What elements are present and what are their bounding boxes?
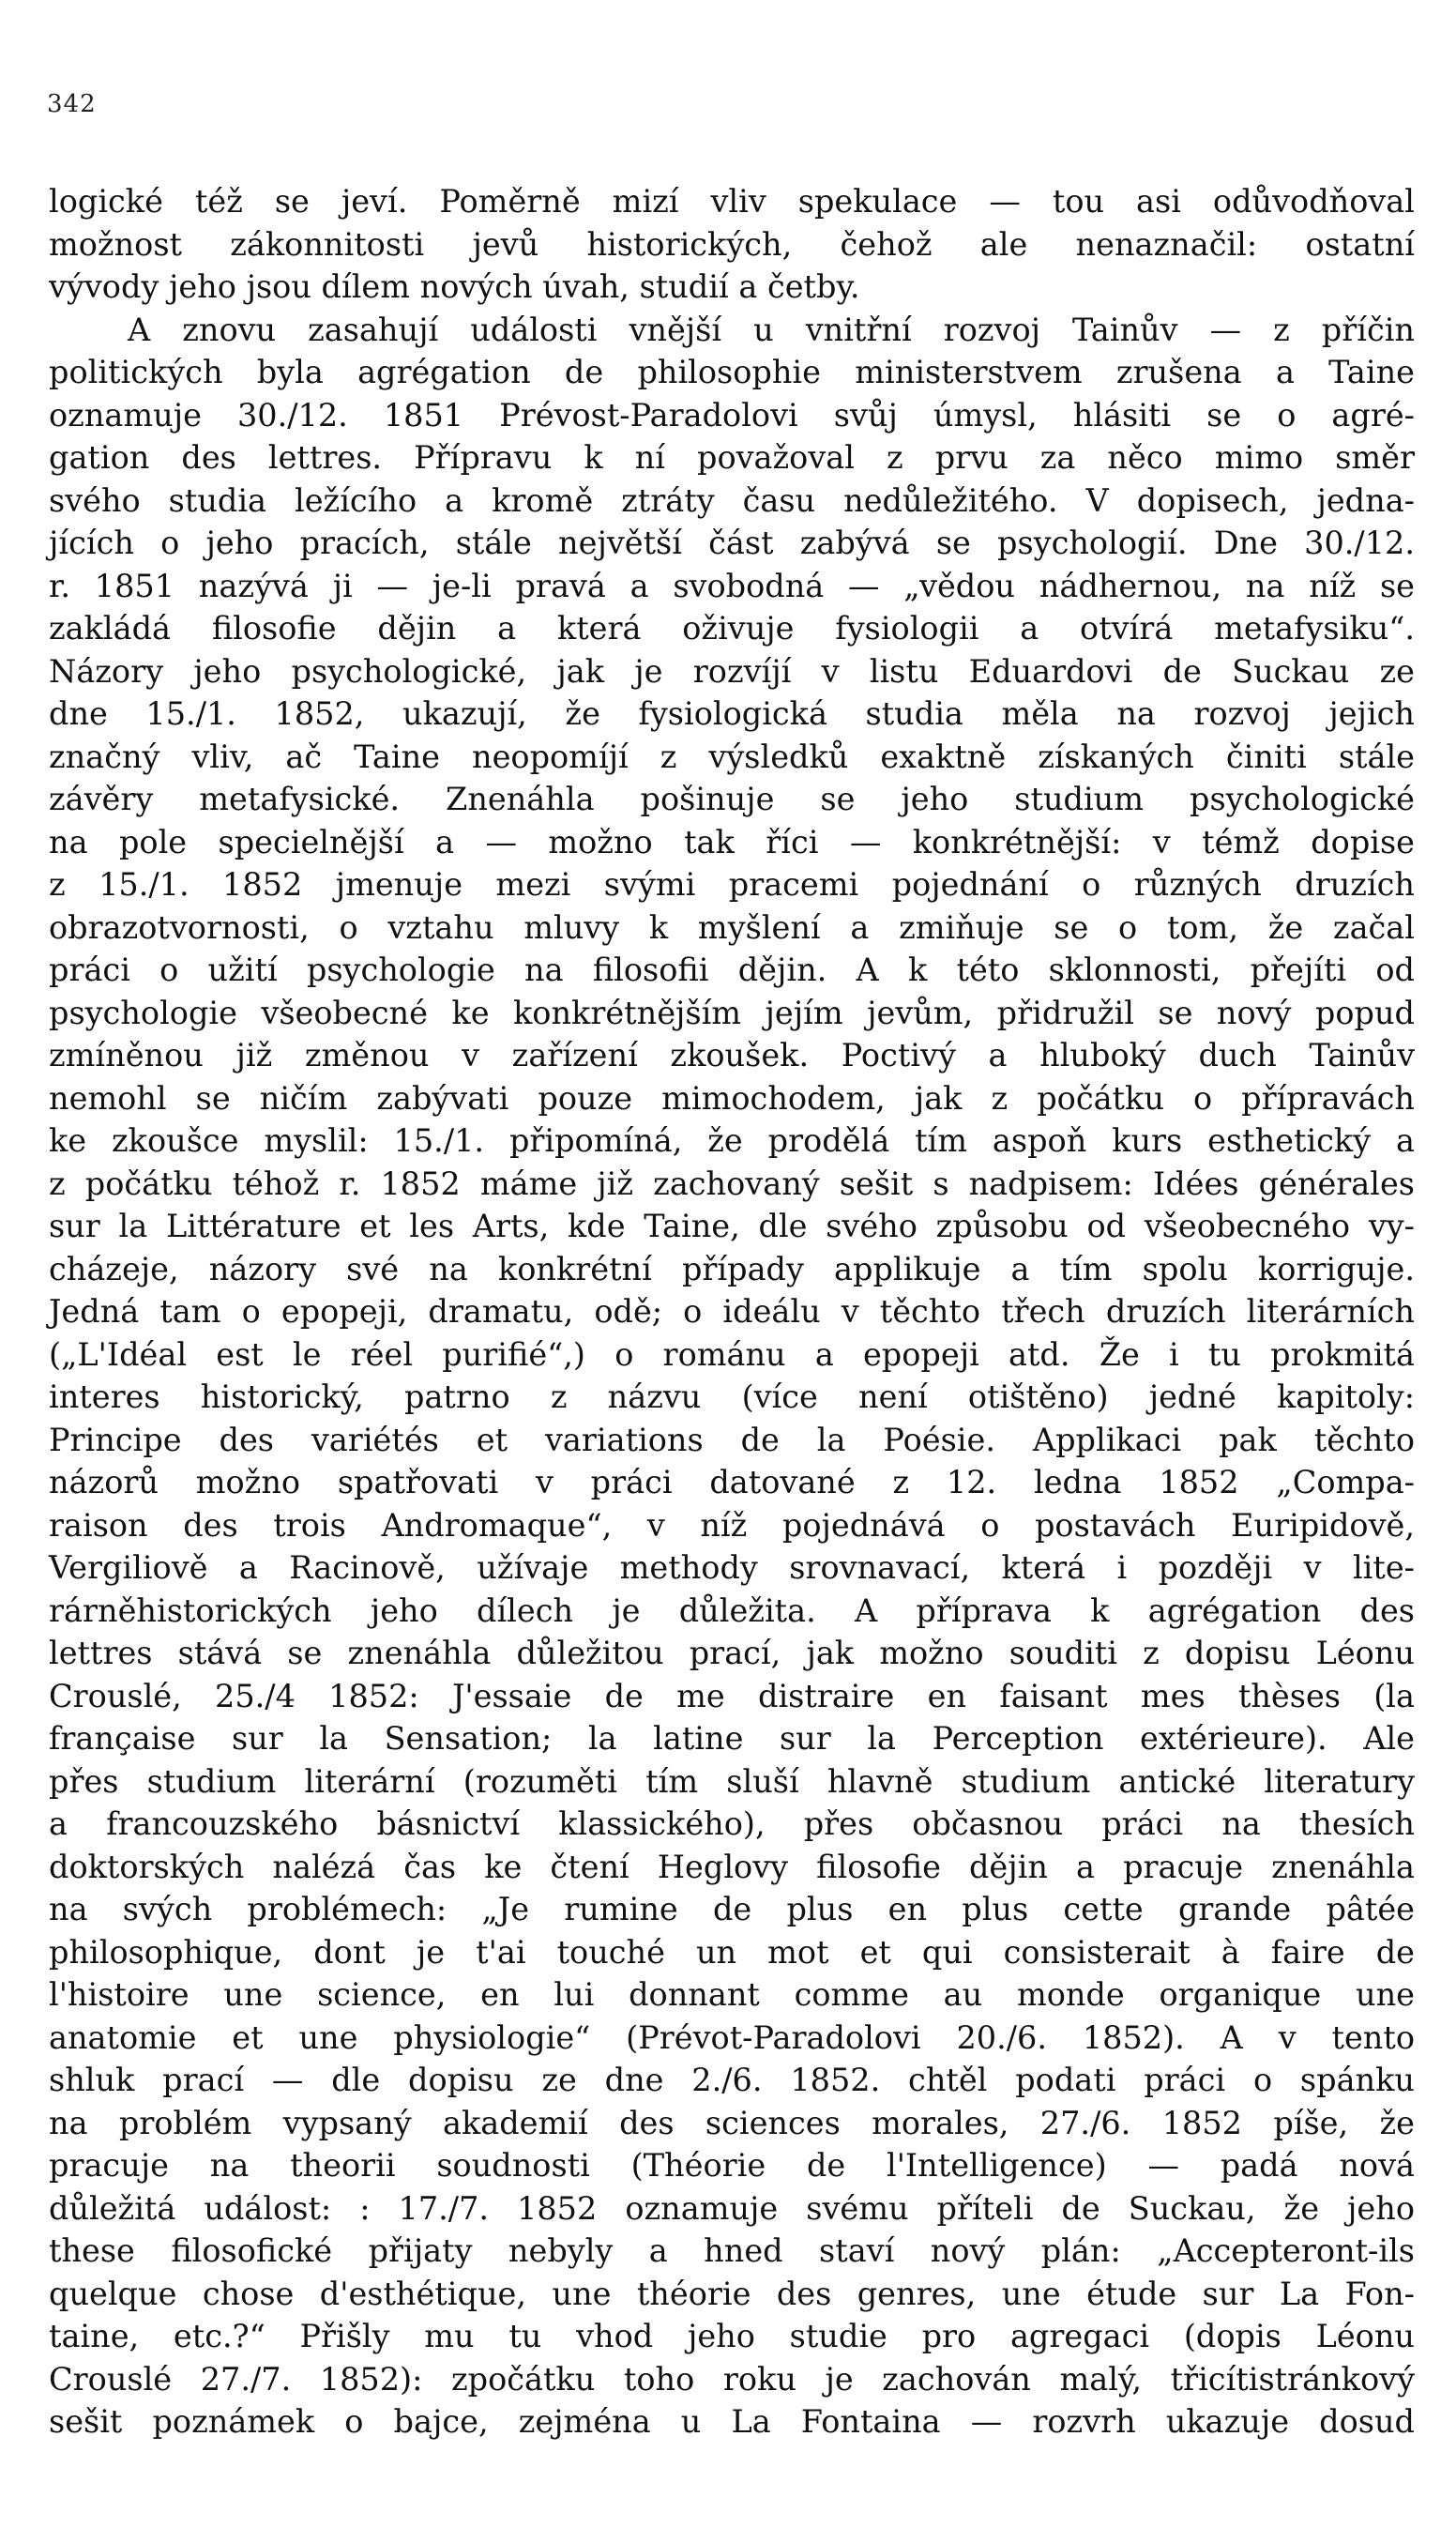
text-line: závěry metafysické. Znenáhla pošinuje se jeho studium psychologické [49,781,1415,817]
text-line: française sur la Sensation; la latine sur la Perception extérieure). Ale [49,1720,1415,1757]
text-line: přes studium literární (rozuměti tím sluší hlavně studium antické literatury [49,1762,1415,1800]
text-line: pracuje na theorii soudnosti (Théorie de l'Intelligence) — padá nová [49,2147,1415,2184]
text-line: raison des trois Andromaque“, v níž pojednává o postavách Euripidově, [49,1506,1415,1544]
text-line: interes historický, patrno z názvu (více není otištěno) jedné kapitoly: [49,1378,1415,1415]
text-line: cházeje, názory své na konkrétní případy applikuje a tím spolu korriguje. [49,1250,1415,1287]
text-line: svého studia ležícího a kromě ztráty času nedůležitého. V dopisech, jedna- [49,481,1415,519]
text-line: quelque chose d'esthétique, une théorie des genres, une étude sur La Fon- [49,2275,1415,2312]
text-line: z 15./1. 1852 jmenuje mezi svými pracemi pojednání o různých druzích [49,866,1415,903]
text-line: lettres stává se znenáhla důležitou prací, jak možno souditi z dopisu Léonu [49,1635,1415,1671]
text-line: A znovu zasahují události vnější u vnitřní rozvoj Tainův — z příčin [128,311,1415,348]
text-line: důležitá událost: : 17./7. 1852 oznamuje svému příteli de Suckau, že jeho [49,2189,1415,2227]
text-line: gation des lettres. Přípravu k ní považoval z prvu za něco mimo směr [49,439,1415,476]
text-line: logické též se jeví. Poměrně mizí vliv spekulace — tou asi odůvodňoval [49,183,1415,220]
text-line: r. 1851 nazývá ji — je-li pravá a svobodná — „vědou nádhernou, na níž se [49,567,1415,604]
body-text [49,180,1415,2444]
text-line: názorů možno spatřovati v práci datované z 12. ledna 1852 „Compa- [49,1464,1415,1500]
text-line: Názory jeho psychologické, jak je rozvíjí v listu Eduardovi de Suckau ze [49,652,1415,690]
text-line: rárněhistorických jeho dílech je důležita. A příprava k agrégation des [49,1591,1415,1629]
text-line: philosophique, dont je t'ai touché un mot et qui consisterait à faire de [49,1933,1415,1971]
text-line: doktorských nalézá čas ke čtení Heglovy filosofie dějin a pracuje znenáhla [49,1848,1415,1885]
text-line: nemohl se ničím zabývati pouze mimochodem, jak z počátku o přípravách [49,1079,1415,1117]
text-line: ke zkoušce myslil: 15./1. připomíná, že prodělá tím aspoň kurs esthetický a [49,1122,1415,1159]
text-line: l'histoire une science, en lui donnant comme au monde organique une [49,1976,1415,2013]
text-line: na svých problémech: „Je rumine de plus en plus cette grande pâtée [49,1891,1415,1927]
text-line: možnost zákonnitosti jevů historických, čehož ale nenaznačil: ostatní [49,225,1415,263]
text-line: obrazotvornosti, o vztahu mluvy k myšlení a zmiňuje se o tom, že začal [49,908,1415,946]
text-line: Jedná tam o epopeji, dramatu, odě; o ideálu v těchto třech druzích literárních [49,1293,1415,1330]
text-line: zmíněnou již změnou v zařízení zkoušek. Poctivý a hluboký duch Tainův [49,1037,1415,1074]
text-line: dne 15./1. 1852, ukazují, že fysiologická studia měla na rozvoj jejich [49,695,1415,732]
text-line: anatomie et une physiologie“ (Prévot-Paradolovi 20./6. 1852). A v tento [49,2018,1415,2056]
text-line: značný vliv, ač Taine neopomíjí z výsledků exaktně získaných činiti stále [49,738,1415,775]
text-line: a francouzského básnictví klassického), přes občasnou práci na thesích [49,1805,1415,1842]
text-line: sur la Littérature et les Arts, kde Taine, dle svého způsobu od všeobecného vy- [49,1208,1415,1244]
text-line: Principe des variétés et variations de la Poésie. Applikaci pak těchto [49,1421,1415,1458]
text-line: („L'Idéal est le réel purifié“,) o románu a epopeji atd. Že i tu prokmitá [49,1335,1415,1373]
text-line: z počátku téhož r. 1852 máme již zachovaný sešit s nadpisem: Idées générales [49,1165,1415,1202]
page-number: 342 [47,90,97,118]
text-line: zakládá filosofie dějin a která oživuje fysiologii a otvírá metafysiku“. [49,610,1415,647]
text-line: vývody jeho jsou dílem nových úvah, studií a četby. [49,268,860,305]
text-line: taine, etc.?“ Přišly mu tu vhod jeho studie pro agregaci (dopis Léonu [49,2318,1415,2354]
text-line: Crouslé 27./7. 1852): zpočátku toho roku je zachován malý, třicítistránkový [49,2360,1415,2398]
text-line: psychologie všeobecné ke konkrétnějším jejím jevům, přidružil se nový popud [49,994,1415,1031]
text-line: shluk prací — dle dopisu ze dne 2./6. 1852. chtěl podati práci o spánku [49,2062,1415,2098]
text-line: oznamuje 30./12. 1851 Prévost-Paradolovi svůj úmysl, hlásiti se o agré- [49,396,1415,434]
text-line: na pole specielnější a — možno tak říci — konkrétnější: v témž dopise [49,823,1415,860]
text-line: na problém vypsaný akademií des sciences morales, 27./6. 1852 píše, že [49,2104,1415,2141]
text-line: sešit poznámek o bajce, zejména u La Fontaina — rozvrh ukazuje dosud [49,2403,1415,2440]
text-line: práci o užití psychologie na filosofii dějin. A k této sklonnosti, přejíti od [49,952,1415,988]
text-line: Vergiliově a Racinově, užívaje methody srovnavací, která i později v lite- [49,1549,1415,1586]
text-line: jících o jeho pracích, stále největší část zabývá se psychologií. Dne 30./12. [49,525,1415,561]
text-line: politických byla agrégation de philosophie ministerstvem zrušena a Taine [49,354,1415,390]
text-line: these filosofické přijaty nebyly a hned staví nový plán: „Accepteront-ils [49,2232,1415,2269]
text-line: Crouslé, 25./4 1852: J'essaie de me distraire en faisant mes thèses (la [49,1677,1415,1714]
